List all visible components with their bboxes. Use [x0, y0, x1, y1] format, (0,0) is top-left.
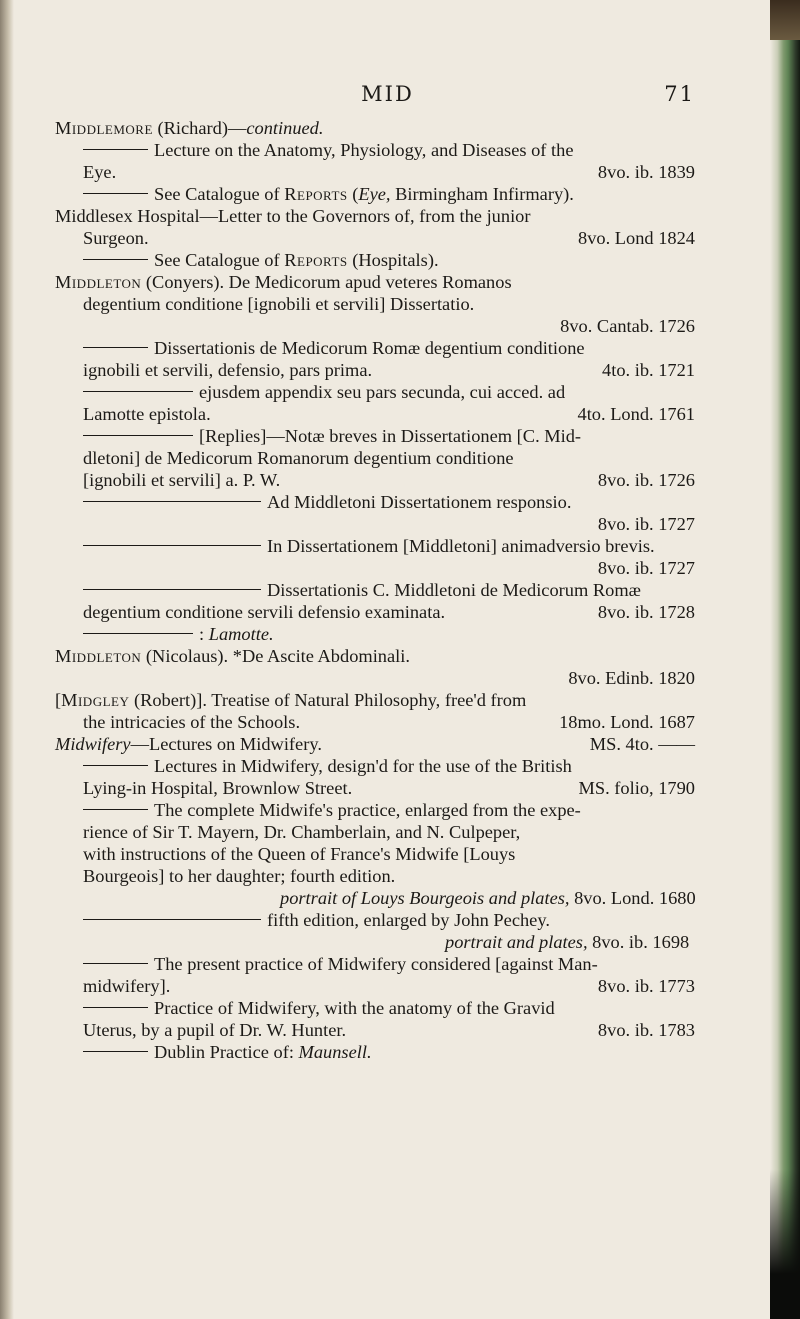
entry-text: Practice of Midwifery, with the anatomy of the Gravid: [154, 998, 555, 1018]
catalogue-line: [55, 799, 720, 821]
entry-text: Dissertationis de Medicorum Romæ degentium conditione: [154, 338, 585, 358]
entry-text: (Richard)—: [152, 118, 247, 138]
catalogue-line: [55, 359, 720, 381]
entry-text: Middlesex Hospital—Letter to the Governors of, from the junior: [55, 206, 531, 226]
entry-imprint: 4to. ib. 1721: [602, 360, 695, 380]
catalogue-line: [55, 139, 720, 161]
entry-imprint: MS. folio, 1790: [578, 778, 695, 798]
catalogue-line: [55, 1041, 720, 1063]
entry-text: [Replies]—Notæ breves in Dissertationem [C. Mid-: [199, 426, 582, 446]
entry-text: Middlemore: [55, 118, 153, 138]
ditto-dash: [83, 435, 193, 436]
entry-text: degentium conditione servili defensio examinata.: [83, 602, 446, 622]
entry-text: Ad Middletoni Dissertationem responsio.: [267, 492, 572, 512]
entry-text: :: [199, 624, 209, 644]
entry-imprint: 8vo. ib. 1783: [597, 1020, 695, 1040]
catalogue-line: [55, 403, 720, 425]
entry-text: continued.: [246, 118, 324, 138]
ditto-dash: [83, 633, 193, 634]
catalogue-line: [55, 997, 720, 1019]
entry-text: Eye.: [83, 162, 117, 182]
entry-text: ejusdem appendix seu pars secunda, cui acced. ad: [199, 382, 566, 402]
entry-text: dletoni] de Medicorum Romanorum degentium conditione: [83, 448, 514, 468]
entry-text: Birmingham Infirmary).: [390, 184, 574, 204]
entry-text: Uterus, by a pupil of Dr. W. Hunter.: [83, 1020, 347, 1040]
catalogue-line: [55, 975, 720, 997]
entry-text: [: [55, 690, 62, 710]
catalogue-line: [55, 755, 720, 777]
ditto-dash: [83, 391, 193, 392]
catalogue-line: [55, 535, 720, 557]
entry-text: [ignobili et servili] a. P. W.: [83, 470, 281, 490]
entry-text: Reports: [284, 250, 348, 270]
entry-text: The present practice of Midwifery considered [against Man-: [154, 954, 598, 974]
entry-text: (Hospitals).: [347, 250, 439, 270]
entry-text: ignobili et servili, defensio, pars prima.: [83, 360, 373, 380]
entry-text: portrait of Louys Bourgeois and plates,: [280, 888, 570, 908]
entry-text: 8vo. ib. 1698: [587, 932, 690, 952]
entry-imprint: 8vo. ib. 1773: [597, 976, 695, 996]
entry-text: rience of Sir T. Mayern, Dr. Chamberlain, and N. Culpeper,: [83, 822, 521, 842]
catalogue-line: [55, 843, 720, 865]
catalogue-line: [55, 1019, 720, 1041]
entry-imprint: 4to. Lond. 1761: [577, 404, 695, 424]
page-edge-top: [770, 0, 800, 40]
catalogue-line: [55, 469, 720, 491]
page-edge: [770, 0, 800, 1319]
entry-text: Bourgeois] to her daughter; fourth edition.: [83, 866, 396, 886]
catalogue-line: [55, 909, 720, 931]
catalogue-line: [55, 447, 720, 469]
catalogue-line: [55, 249, 720, 271]
entry-text: Midwifery: [55, 734, 131, 754]
ditto-dash: [83, 809, 148, 810]
catalogue-line: [55, 337, 720, 359]
entry-text: Lamotte epistola.: [83, 404, 211, 424]
catalogue-line: [55, 887, 720, 909]
ditto-dash: [83, 919, 261, 920]
catalogue-line: [55, 667, 720, 689]
entry-text: 8vo. Lond. 1680: [569, 888, 696, 908]
ditto-dash: [83, 545, 261, 546]
entry-text: the intricacies of the Schools.: [83, 712, 301, 732]
entry-imprint: MS. 4to. ——: [589, 734, 695, 754]
ditto-dash: [83, 1051, 148, 1052]
catalogue-page: [55, 0, 720, 1319]
entry-imprint: 8vo. Lond 1824: [578, 228, 695, 248]
catalogue-line: [55, 425, 720, 447]
entry-imprint: 8vo. ib. 1727: [597, 514, 695, 534]
ditto-dash: [83, 347, 148, 348]
catalogue-line: [55, 227, 720, 249]
entry-text: with instructions of the Queen of France's Midwife [Louys: [83, 844, 516, 864]
catalogue-entries: [55, 117, 720, 1063]
entry-text: Maunsell.: [298, 1042, 372, 1062]
running-header: [55, 82, 720, 116]
entry-text: —Lectures on Midwifery.: [130, 734, 322, 754]
ditto-dash: [83, 501, 261, 502]
entry-imprint: 18mo. Lond. 1687: [559, 712, 695, 732]
catalogue-line: [55, 381, 720, 403]
ditto-dash: [83, 589, 261, 590]
entry-text: (Robert)]. Treatise of Natural Philosophy, free'd from: [129, 690, 527, 710]
entry-imprint: 8vo. Edinb. 1820: [568, 668, 695, 688]
entry-text: Dissertationis C. Middletoni de Medicorum Romæ: [267, 580, 641, 600]
catalogue-line: [55, 293, 720, 315]
catalogue-line: [55, 689, 720, 711]
entry-text: Dublin Practice of:: [154, 1042, 299, 1062]
catalogue-line: [55, 117, 720, 139]
entry-imprint: 8vo. ib. 1727: [597, 558, 695, 578]
book-spine-shadow: [0, 0, 14, 1319]
entry-text: In Dissertationem [Middletoni] animadversio brevis.: [267, 536, 655, 556]
header-title: MID: [361, 82, 414, 106]
ditto-dash: [83, 149, 148, 150]
ditto-dash: [83, 259, 148, 260]
catalogue-line: [55, 931, 720, 953]
catalogue-line: [55, 513, 720, 535]
entry-imprint: 8vo. ib. 1839: [597, 162, 695, 182]
page-edge-bottom: [770, 1169, 800, 1319]
entry-text: Eye,: [358, 184, 391, 204]
catalogue-line: [55, 711, 720, 733]
catalogue-line: [55, 601, 720, 623]
catalogue-line: [55, 865, 720, 887]
catalogue-line: [55, 161, 720, 183]
entry-text: (: [347, 184, 359, 204]
entry-text: Midgley: [61, 690, 130, 710]
catalogue-line: [55, 491, 720, 513]
catalogue-line: [55, 733, 720, 755]
entry-imprint: 8vo. ib. 1726: [597, 470, 695, 490]
entry-text: See Catalogue of: [154, 250, 285, 270]
entry-imprint: 8vo. ib. 1728: [597, 602, 695, 622]
entry-imprint: 8vo. Cantab. 1726: [560, 316, 695, 336]
entry-text: Lecture on the Anatomy, Physiology, and Diseases of the: [154, 140, 574, 160]
entry-text: degentium conditione [ignobili et servili] Dissertatio.: [83, 294, 475, 314]
entry-text: (Nicolaus). *De Ascite Abdominali.: [141, 646, 410, 666]
entry-text: (Conyers). De Medicorum apud veteres Romanos: [141, 272, 512, 292]
entry-text: See Catalogue of: [154, 184, 285, 204]
entry-text: Surgeon.: [83, 228, 149, 248]
catalogue-line: [55, 953, 720, 975]
catalogue-line: [55, 821, 720, 843]
catalogue-line: [55, 557, 720, 579]
catalogue-line: [55, 183, 720, 205]
entry-text: Lamotte.: [208, 624, 274, 644]
catalogue-line: [55, 315, 720, 337]
catalogue-line: [55, 205, 720, 227]
catalogue-line: [55, 777, 720, 799]
entry-text: Middleton: [55, 272, 142, 292]
ditto-dash: [83, 1007, 148, 1008]
entry-text: Reports: [284, 184, 348, 204]
entry-text: Lying-in Hospital, Brownlow Street.: [83, 778, 353, 798]
ditto-dash: [83, 193, 148, 194]
catalogue-line: [55, 579, 720, 601]
entry-text: Lectures in Midwifery, design'd for the use of the British: [154, 756, 572, 776]
ditto-dash: [83, 765, 148, 766]
entry-text: fifth edition, enlarged by John Pechey.: [267, 910, 550, 930]
catalogue-line: [55, 271, 720, 293]
entry-text: Middleton: [55, 646, 142, 666]
catalogue-line: [55, 623, 720, 645]
entry-text: portrait and plates,: [445, 932, 588, 952]
ditto-dash: [83, 963, 148, 964]
entry-text: The complete Midwife's practice, enlarged from the expe-: [154, 800, 581, 820]
entry-text: midwifery].: [83, 976, 171, 996]
catalogue-line: [55, 645, 720, 667]
page-number: 71: [664, 82, 695, 106]
